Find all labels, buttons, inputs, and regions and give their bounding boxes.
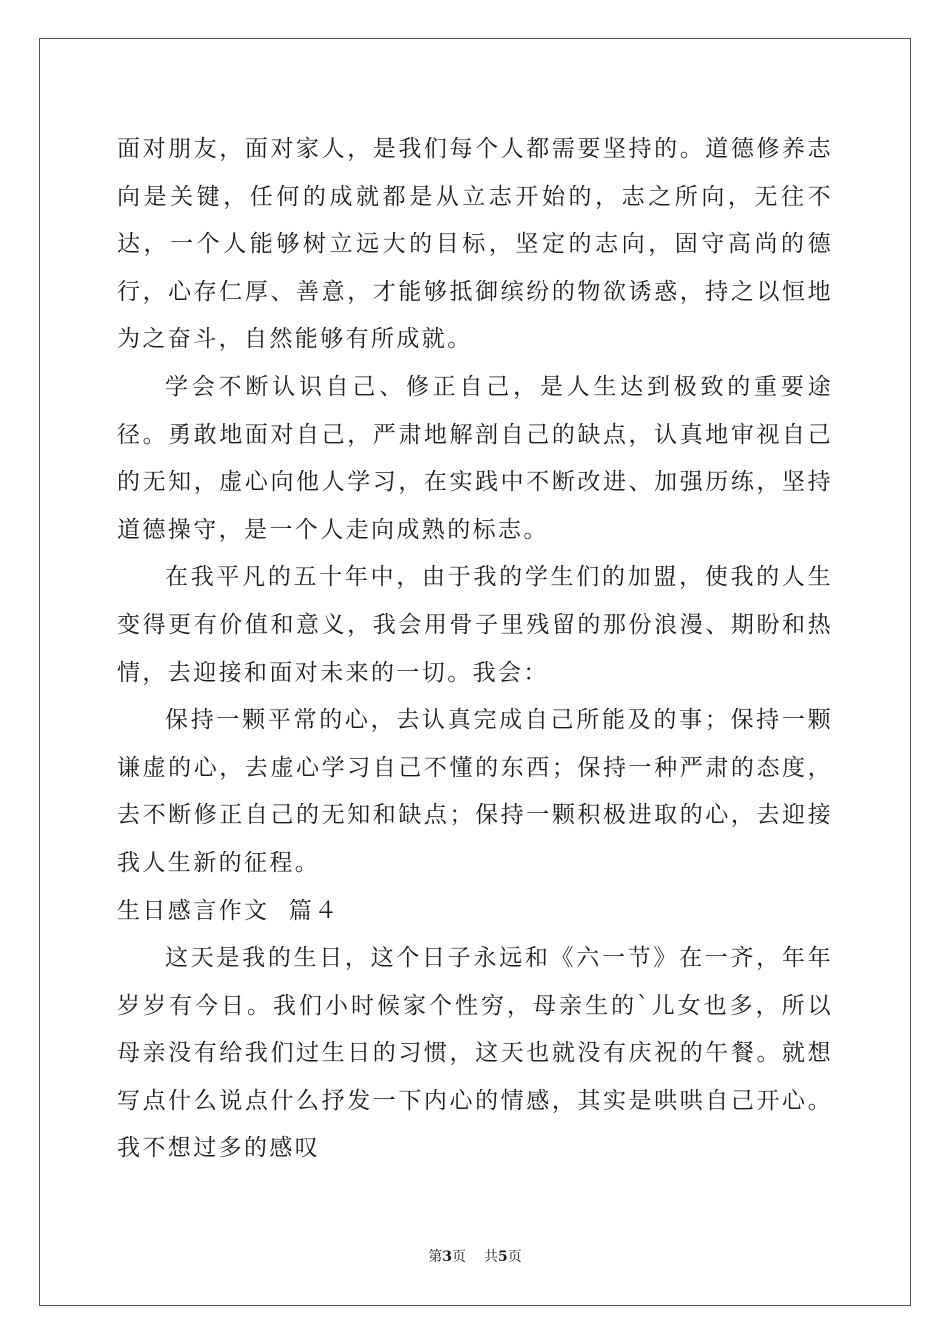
page-current: 3 bbox=[442, 1249, 452, 1265]
total-suffix: 页 bbox=[507, 1249, 522, 1265]
section-paragraph-1: 这天是我的生日，这个日子永远和《六一节》在一齐，年年岁岁有今日。我们小时候家个性穷，母亲生的`儿女也多，所以母亲没有给我们过生日的习惯，这天也就没有庆祝的午餐。就想写点什么说点什么抒发一下内心的情感，其实是哄哄自己开心。我不想过多的感叹 bbox=[117, 945, 833, 1162]
page-total: 5 bbox=[498, 1249, 508, 1265]
total-prefix: 共 bbox=[484, 1249, 498, 1265]
paragraph-3: 在我平凡的五十年中，由于我的学生们的加盟，使我的人生变得更有价值和意义，我会用骨子里残留的那份浪漫、期盼和热情，去迎接和面对未来的一切。我会： bbox=[117, 564, 833, 686]
page-footer bbox=[0, 1246, 950, 1266]
paragraph-2: 学会不断认识自己、修正自己，是人生达到极致的重要途径。勇敢地面对自己，严肃地解剖自己的缺点，认真地审视自己的无知，虚心向他人学习，在实践中不断改进、加强历练，坚持道德操守，是一个人走向成熟的标志。 bbox=[117, 373, 833, 543]
page-suffix: 页 bbox=[452, 1249, 466, 1265]
page-prefix: 第 bbox=[428, 1249, 443, 1265]
section-heading: 生日感言作文 篇４ bbox=[117, 897, 340, 924]
paragraph-1: 面对朋友，面对家人，是我们每个人都需要坚持的。道德修养志向是关键，任何的成就都是从立志开始的，志之所向，无往不达，一个人能够树立远大的目标，坚定的志向，固守高尚的德行，心存仁厚、善意，才能够抵御缤纷的物欲诱惑，持之以恒地为之奋斗，自然能够有所成就。 bbox=[117, 136, 833, 353]
paragraph-4: 保持一颗平常的心，去认真完成自己所能及的事；保持一颗谦虚的心，去虚心学习自己不懂的东西；保持一种严肃的态度，去不断修正自己的无知和缺点；保持一颗积极进取的心，去迎接我人生新的征程。 bbox=[117, 707, 833, 876]
document-body bbox=[117, 126, 833, 1173]
